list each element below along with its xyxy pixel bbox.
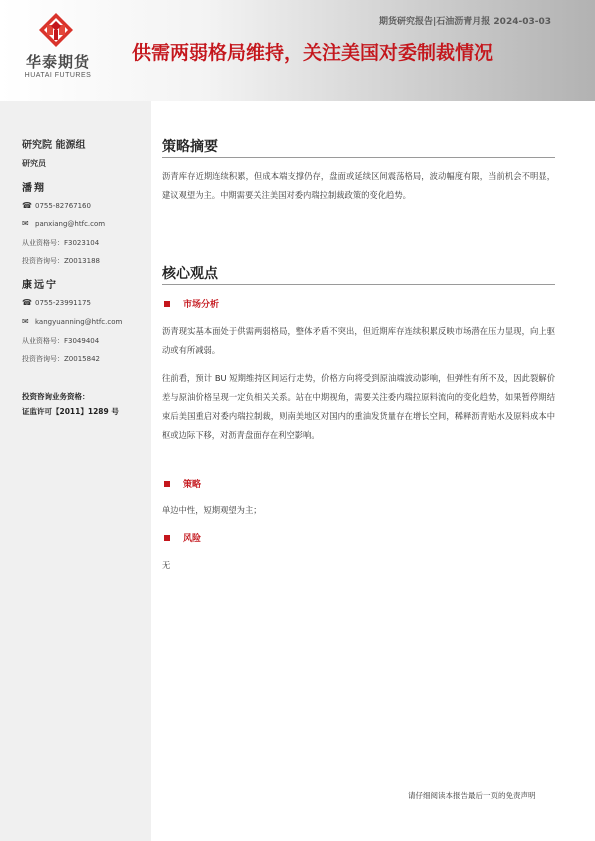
analyst-email — [22, 219, 105, 228]
report-title: 供需两弱格局维持，关注美国对委制裁情况 — [132, 42, 494, 64]
analyst-phone — [22, 201, 91, 210]
email-icon: ✉ — [22, 219, 29, 228]
risk-text: 无 — [162, 560, 171, 570]
red-square-bullet-icon — [164, 535, 170, 541]
subheading-label: 市场分析 — [183, 300, 220, 310]
role-label: 研究员 — [22, 159, 46, 168]
company-logo — [18, 12, 98, 84]
subheading-label: 策略 — [183, 480, 202, 490]
license-label: 投资咨询业务资格： — [22, 392, 90, 401]
email-text[interactable]: kangyuanning@htfc.com — [35, 317, 123, 326]
analyst-sidebar — [0, 101, 151, 841]
phone-icon: ☎ — [22, 201, 32, 210]
strategy-text: 单边中性，短期观望为主； — [162, 505, 262, 515]
huatai-logo-icon — [38, 12, 74, 48]
email-icon: ✉ — [22, 317, 29, 326]
analyst-qualification: 从业资格号：F3023104 — [22, 239, 100, 247]
phone-text: 0755-23991175 — [35, 298, 91, 307]
analyst-name: 潘翔 — [22, 183, 46, 194]
summary-text: 沥青库存近期连续积累，但成本端支撑仍存，盘面或延续区间震荡格局，波动幅度有限，当前机会不明显，建议观望为主。中期需要关注美国对委内瑞拉制裁政策的变化趋势。 — [162, 171, 555, 200]
license-number: 证监许可【2011】1289 号 — [22, 407, 119, 416]
risk-heading — [164, 531, 201, 544]
market-analysis-heading — [164, 297, 219, 310]
analyst-phone — [22, 298, 91, 307]
summary-heading: 策略摘要 — [162, 139, 218, 155]
analyst-qualification: 从业资格号：F3049404 — [22, 337, 100, 345]
logo-text-cn: 华泰期货 — [25, 53, 90, 71]
report-meta: 期货研究报告|石油沥青月报 2024-03-03 — [379, 17, 551, 27]
analyst-name: 康远宁 — [22, 280, 58, 291]
research-team: 研究院 能源组 — [22, 140, 86, 151]
logo-text-en: HUATAI FUTURES — [24, 72, 92, 79]
market-paragraph: 往前看，预计 BU 短期维持区间运行走势，价格方向将受到原油端波动影响，但弹性有所不及，因此裂解价差与原油价格呈现一定负相关关系。站在中期视角，需要关注委内瑞拉原料流向的变化趋势，如果暂停期结束后美国重启对委内瑞拉制裁，则南美地区对国内的重油发货量存在增长空间，稀释沥青贴水及原料成本中枢或边际下移，对沥青盘面存在利空影响。 — [162, 373, 555, 440]
subheading-label: 风险 — [183, 534, 202, 544]
red-square-bullet-icon — [164, 481, 170, 487]
phone-icon: ☎ — [22, 298, 32, 307]
analyst-consulting-id: 投资咨询号：Z0013188 — [22, 257, 100, 265]
email-text[interactable]: panxiang@htfc.com — [35, 219, 106, 228]
red-square-bullet-icon — [164, 301, 170, 307]
disclaimer-note: 请仔细阅读本报告最后一页的免责声明 — [408, 791, 536, 800]
core-heading: 核心观点 — [162, 266, 218, 282]
section-divider — [162, 284, 555, 285]
phone-text: 0755-82767160 — [35, 201, 91, 210]
analyst-consulting-id: 投资咨询号：Z0015842 — [22, 355, 100, 363]
section-divider — [162, 157, 555, 158]
report-header — [0, 0, 595, 101]
analyst-email — [22, 317, 122, 326]
strategy-heading — [164, 477, 201, 490]
market-paragraph: 沥青现实基本面处于供需两弱格局，整体矛盾不突出，但近期库存连续积累反映市场潜在压力显现，向上驱动或有所减弱。 — [162, 326, 555, 355]
